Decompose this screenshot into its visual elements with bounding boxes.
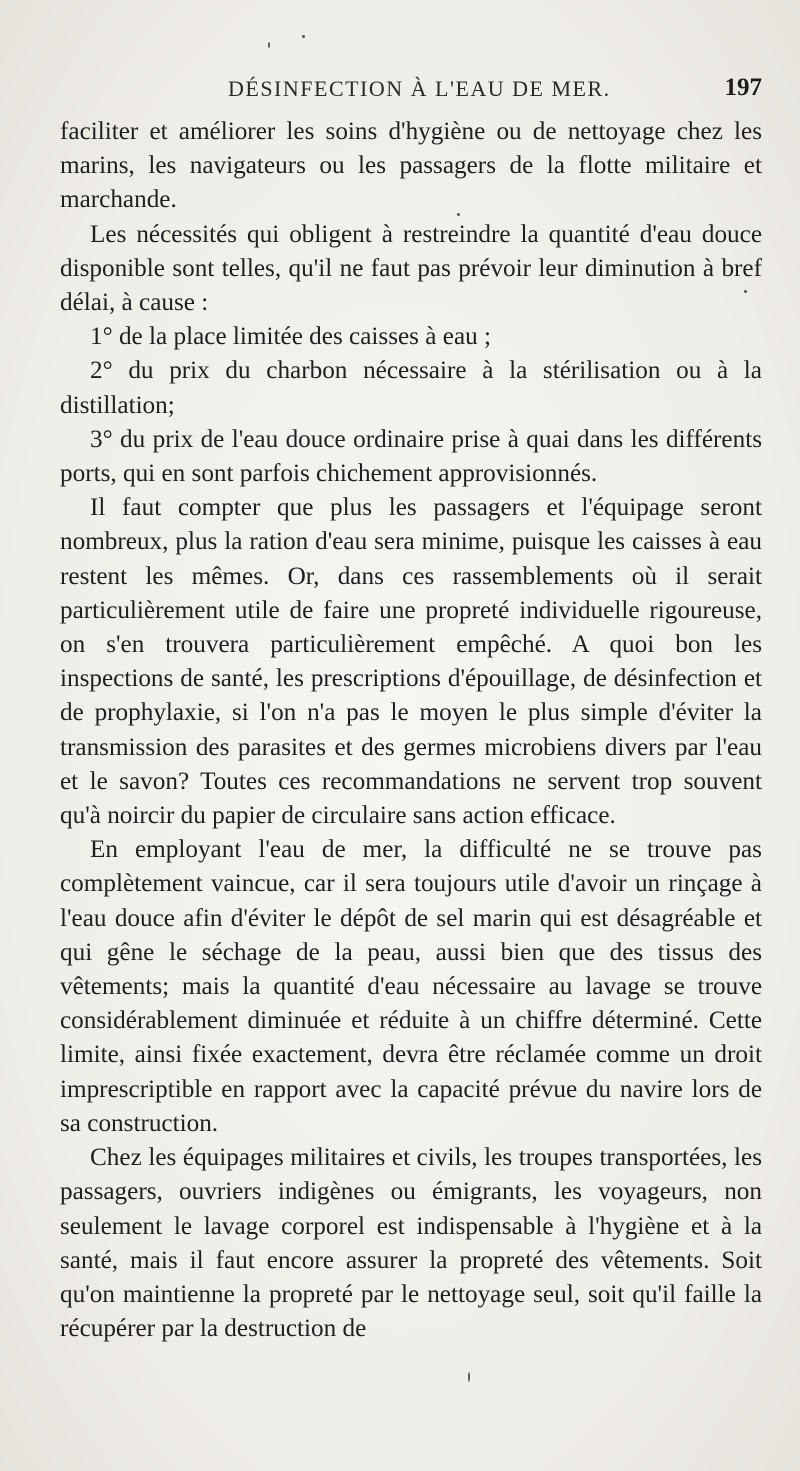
- scan-speck: [744, 290, 747, 293]
- scan-speck: [268, 42, 270, 48]
- paragraph: Il faut compter que plus les passagers et l'équipage seront nombreux, plus la ration d'eau sera minime, puisque les caisses à eau restent les mêmes. Or, dans ces rassemblements où il serait particulièrement utile de faire une propreté individuelle rigoureuse, on s'en trouvera particulièrement empêché. A quoi bon les inspections de santé, les prescriptions d'épouillage, de désinfection et de prophylaxie, si l'on n'a pas le moyen le plus simple d'éviter la transmission des parasites et des germes microbiens divers par l'eau et le savon? Toutes ces recommandations ne servent trop souvent qu'à noircir du papier de circulaire sans action efficace.: [60, 494, 762, 830]
- page-header: [60, 72, 762, 108]
- body-text: [60, 115, 762, 1346]
- scan-speck: [302, 35, 305, 38]
- paragraph: En employant l'eau de mer, la difficulté ne se trouve pas complètement vaincue, car il sera toujours utile d'avoir un rinçage à l'eau douce afin d'éviter le dépôt de sel marin qui est désagréable et qui gêne le séchage de la peau, aussi bien que des tissus des vêtements; mais la quantité d'eau nécessaire au lavage se trouve considérablement diminuée et réduite à un chiffre déterminé. Cette limite, ainsi fixée exactement, devra être réclamée comme un droit imprescriptible en rapport avec la capacité prévue du navire lors de sa construction.: [60, 836, 762, 1137]
- running-head: DÉSINFECTION À L'EAU DE MER.: [228, 76, 611, 101]
- paragraph: Les nécessités qui obligent à restreindre la quantité d'eau douce disponible sont telles, qu'il ne faut pas prévoir leur diminution à bref délai, à cause :: [60, 220, 762, 317]
- paragraph-continuation: faciliter et améliorer les soins d'hygiène ou de nettoyage chez les marins, les navigateurs ou les passagers de la flotte militaire et marchande.: [60, 118, 762, 214]
- scan-speck: [457, 213, 460, 216]
- page-number: 197: [724, 74, 762, 101]
- list-item: 1° de la place limitée des caisses à eau ;: [90, 323, 492, 351]
- list-item: 3° du prix de l'eau douce ordinaire prise à quai dans les différents ports, qui en sont parfois chichement approvisionnés.: [60, 425, 762, 488]
- paragraph: Chez les équipages militaires et civils, les troupes transportées, les passagers, ouvriers indigènes ou émigrants, les voyageurs, non seulement le lavage corporel est indispensable à l'hygiène et à la santé, mais il faut encore assurer la propreté des vêtements. Soit qu'on maintienne la propreté par le nettoyage seul, soit qu'il faille la récupérer par la destruction de: [60, 1144, 762, 1343]
- list-item: 2° du prix du charbon nécessaire à la stérilisation ou à la distillation;: [60, 357, 762, 419]
- scan-speck: [468, 1372, 470, 1382]
